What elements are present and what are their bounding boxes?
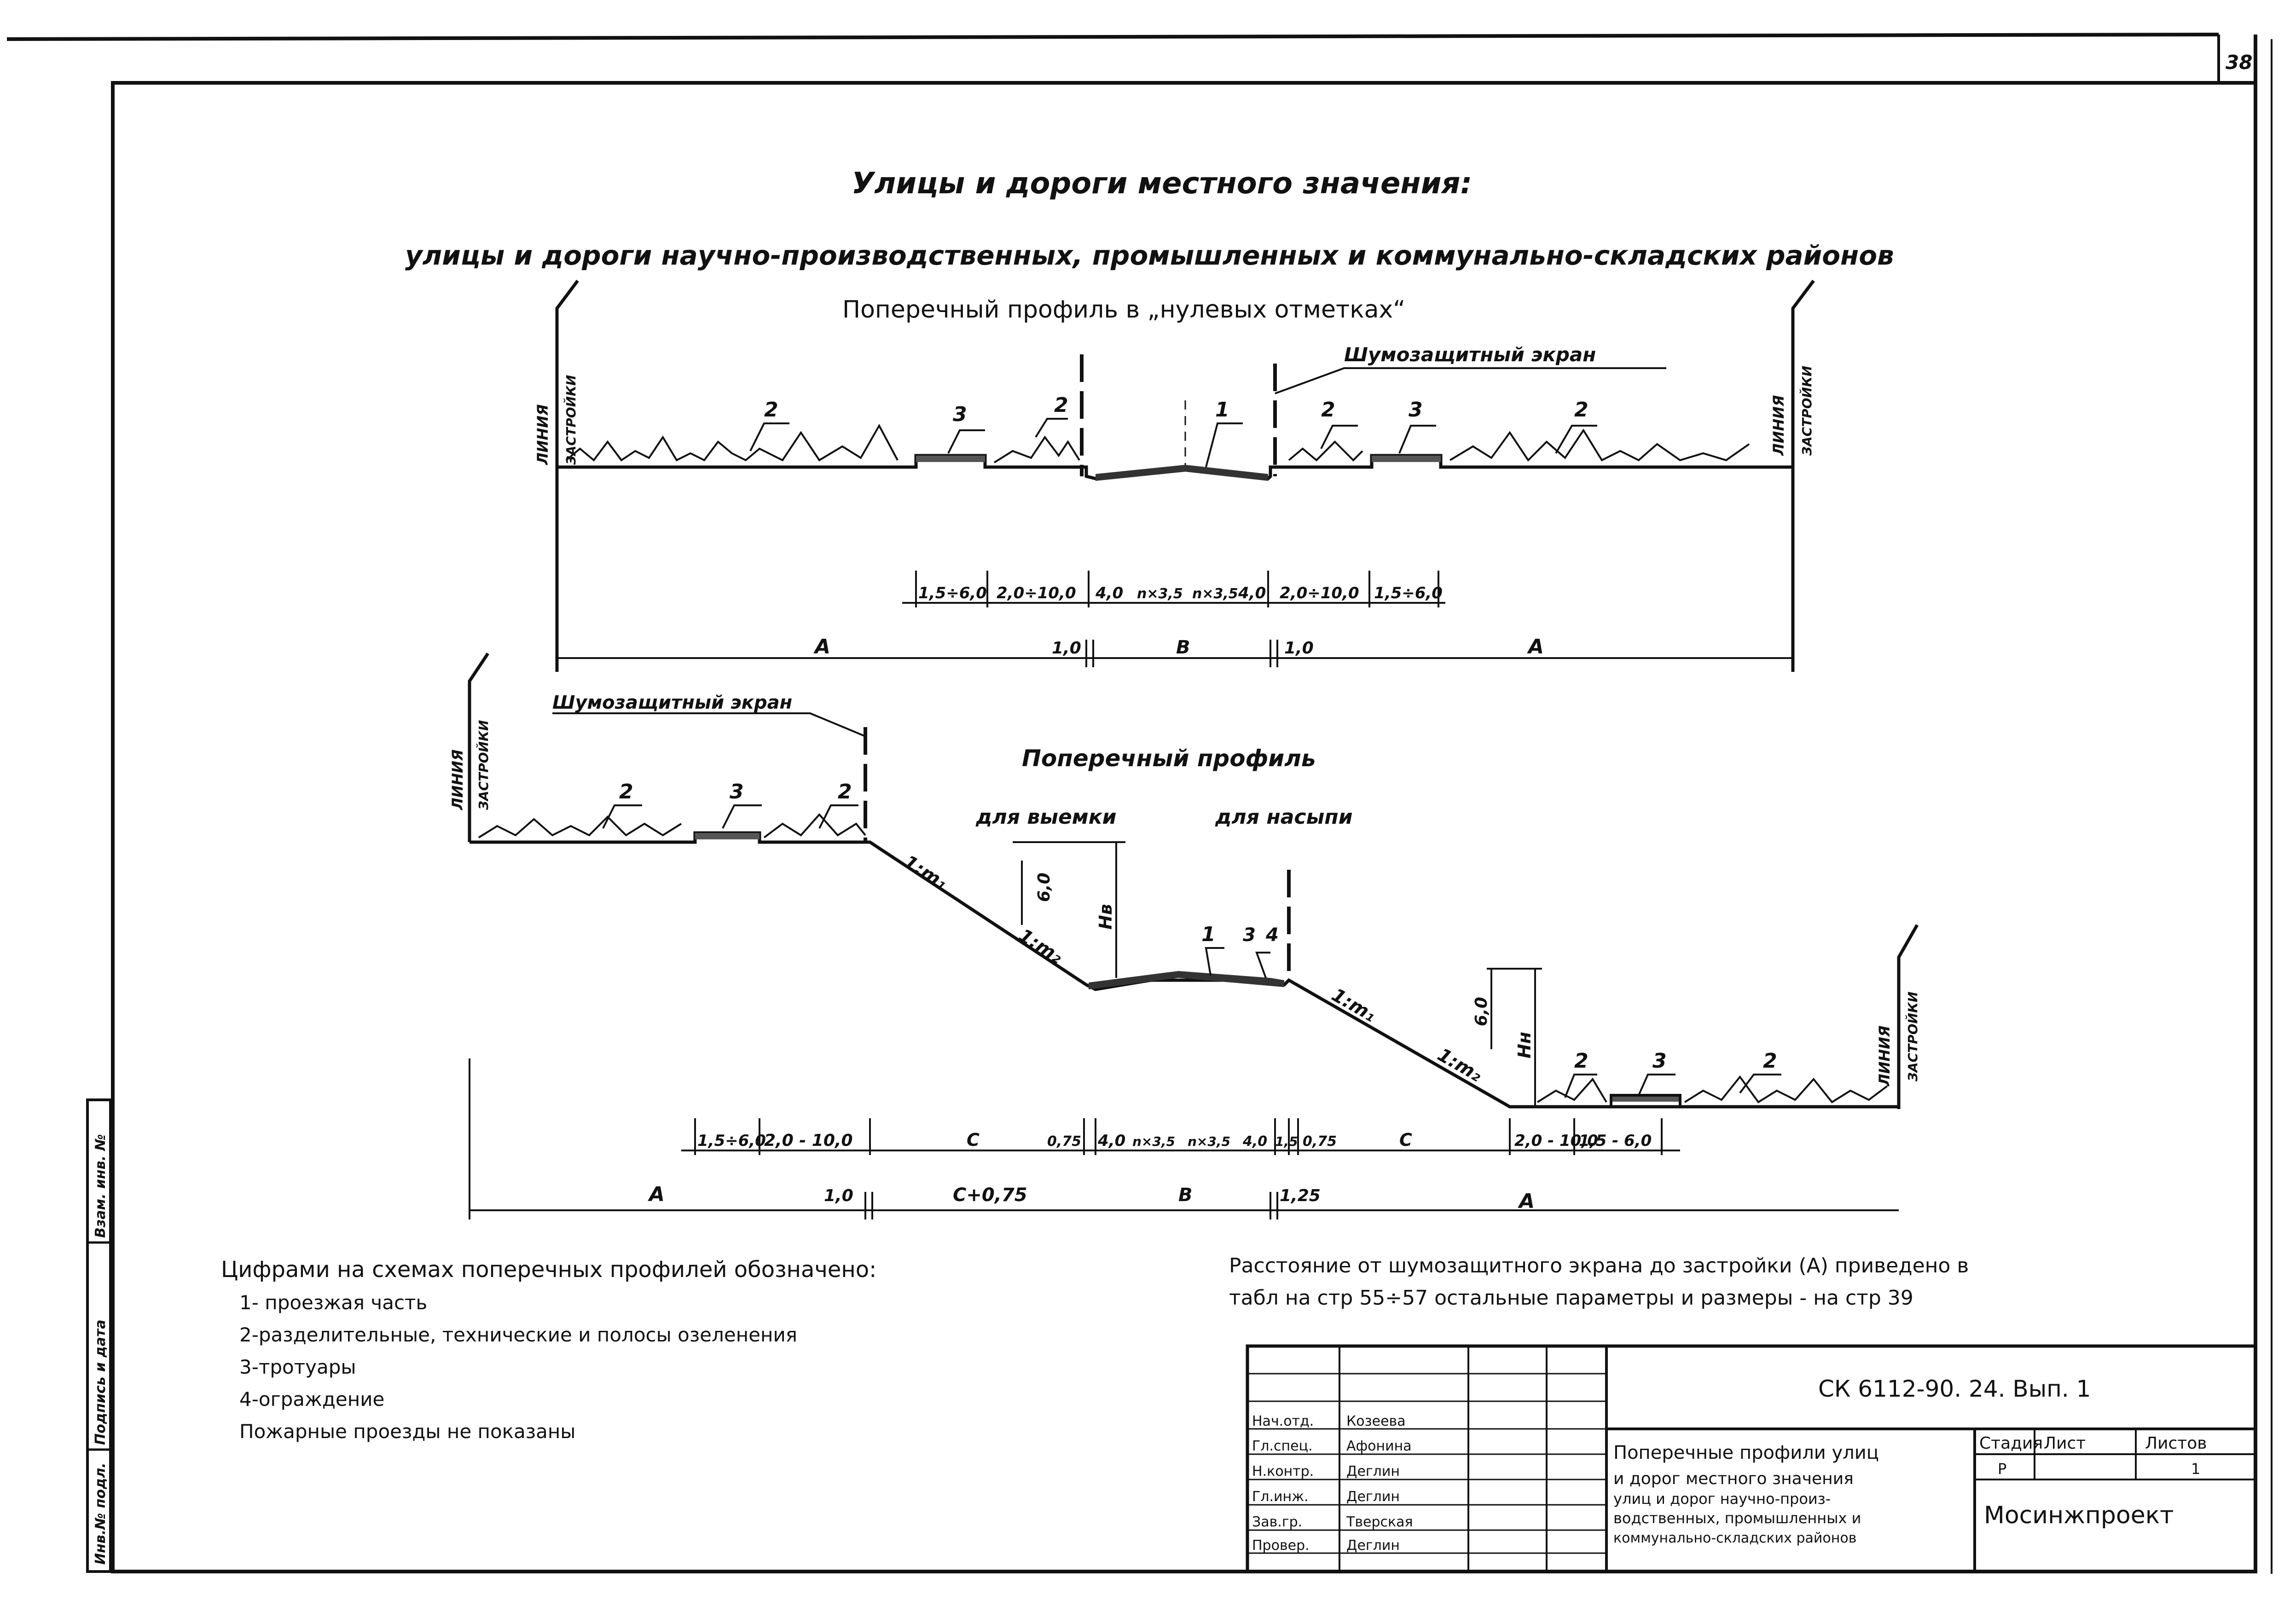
svg-text:1,5 - 6,0: 1,5 - 6,0 bbox=[1579, 1132, 1652, 1150]
org-name: Мосинжпроект bbox=[1984, 1502, 2174, 1529]
note bbox=[1229, 1254, 1969, 1310]
legend-item-4: 4-ограждение bbox=[239, 1388, 385, 1410]
screen-label-2: Шумозащитный экран bbox=[552, 692, 793, 713]
svg-text:В: В bbox=[1176, 637, 1190, 658]
doc-code: СК 6112-90. 24. Вып. 1 bbox=[1818, 1375, 2091, 1402]
legend-item-2: 2-разделительные, технические и полосы озеленения bbox=[239, 1323, 798, 1346]
svg-text:2,0 - 10,0: 2,0 - 10,0 bbox=[1514, 1132, 1598, 1150]
profile-2-sub-right: для насыпи bbox=[1215, 805, 1353, 829]
svg-text:Гл.инж.: Гл.инж. bbox=[1252, 1489, 1309, 1505]
note-line-2: табл на стр 55÷57 остальные параметры и размеры - на стр 39 bbox=[1229, 1286, 1913, 1310]
svg-text:Поперечные профили улиц: Поперечные профили улиц bbox=[1613, 1442, 1879, 1463]
svg-text:1,0: 1,0 bbox=[824, 1186, 853, 1205]
svg-text:1: 1 bbox=[1215, 398, 1229, 422]
legend-heading: Цифрами на схемах поперечных профилей обозначено: bbox=[221, 1257, 877, 1283]
side-stamp bbox=[87, 1100, 110, 1572]
svg-text:2: 2 bbox=[1763, 1049, 1777, 1073]
svg-text:1:m₂: 1:m₂ bbox=[1015, 925, 1067, 968]
stamp-inv: Инв.№ подл. bbox=[93, 1462, 109, 1565]
svg-text:4,0: 4,0 bbox=[1098, 1132, 1126, 1150]
svg-text:Зав.гр.: Зав.гр. bbox=[1252, 1514, 1303, 1530]
svg-text:ЗАСТРОЙКИ: ЗАСТРОЙКИ bbox=[476, 720, 491, 810]
svg-text:С: С bbox=[1399, 1130, 1412, 1150]
svg-text:Нач.отд.: Нач.отд. bbox=[1252, 1413, 1314, 1429]
svg-text:1: 1 bbox=[1201, 923, 1216, 946]
svg-text:1,5÷6,0: 1,5÷6,0 bbox=[697, 1132, 766, 1150]
svg-text:ЛИНИЯ: ЛИНИЯ bbox=[1770, 395, 1787, 456]
svg-text:6,0: 6,0 bbox=[1035, 873, 1054, 902]
sidewalk-right bbox=[1372, 456, 1441, 462]
dim-chain-top-2 bbox=[681, 1118, 1680, 1155]
svg-text:Гл.спец.: Гл.спец. bbox=[1252, 1438, 1313, 1454]
svg-text:2: 2 bbox=[1054, 393, 1068, 417]
svg-text:6,0: 6,0 bbox=[1472, 997, 1491, 1026]
greenery-left bbox=[566, 426, 898, 460]
svg-text:и дорог местного значения: и дорог местного значения bbox=[1613, 1469, 1854, 1488]
svg-text:А: А bbox=[815, 635, 831, 659]
main-title: Улицы и дороги местного значения: bbox=[852, 167, 1473, 201]
svg-text:0,75: 0,75 bbox=[1047, 1133, 1082, 1150]
note-line-1: Расстояние от шумозащитного экрана до застройки (А) приведено в bbox=[1229, 1254, 1969, 1277]
svg-text:1,25: 1,25 bbox=[1280, 1186, 1321, 1205]
svg-text:Лист: Лист bbox=[2044, 1434, 2086, 1453]
screen-label-1: Шумозащитный экран bbox=[1344, 343, 1596, 366]
svg-text:Провер.: Провер. bbox=[1252, 1537, 1310, 1554]
svg-text:3: 3 bbox=[1652, 1049, 1667, 1073]
svg-text:А: А bbox=[1528, 635, 1544, 659]
sheet-number: 38 bbox=[2226, 51, 2253, 74]
greenery-right bbox=[1289, 442, 1362, 460]
carriageway-1 bbox=[1096, 465, 1268, 481]
svg-text:ЛИНИЯ: ЛИНИЯ bbox=[534, 404, 551, 465]
svg-text:n×3,5: n×3,5 bbox=[1137, 586, 1183, 602]
svg-text:1:m₂: 1:m₂ bbox=[1434, 1044, 1486, 1087]
building-line-right bbox=[1793, 281, 1814, 672]
svg-text:ЛИНИЯ: ЛИНИЯ bbox=[1876, 1025, 1893, 1086]
svg-text:2,0 - 10,0: 2,0 - 10,0 bbox=[764, 1131, 853, 1150]
svg-text:коммунально-складских районов: коммунально-складских районов bbox=[1613, 1530, 1857, 1546]
legend-item-3: 3-тротуары bbox=[239, 1356, 356, 1378]
svg-text:Р: Р bbox=[1998, 1460, 2007, 1478]
greenery-right-2 bbox=[1450, 430, 1749, 460]
svg-text:4,0: 4,0 bbox=[1238, 584, 1266, 602]
svg-text:Листов: Листов bbox=[2145, 1434, 2207, 1453]
svg-text:Афонина: Афонина bbox=[1346, 1438, 1412, 1454]
svg-text:3: 3 bbox=[953, 403, 967, 426]
svg-text:1: 1 bbox=[2191, 1460, 2201, 1478]
svg-text:Нв: Нв bbox=[1096, 904, 1116, 930]
sub-title: улицы и дороги научно-производственных, промышленных и коммунально-складских районов bbox=[405, 240, 1894, 271]
profile-2-title: Поперечный профиль bbox=[1022, 745, 1316, 772]
svg-text:2,0÷10,0: 2,0÷10,0 bbox=[1280, 584, 1359, 602]
svg-text:1:m₁: 1:m₁ bbox=[1328, 984, 1380, 1027]
svg-text:ЗАСТРОЙКИ: ЗАСТРОЙКИ bbox=[1905, 991, 1920, 1081]
svg-text:улиц и дорог научно-произ-: улиц и дорог научно-произ- bbox=[1613, 1490, 1831, 1508]
svg-text:2: 2 bbox=[1574, 398, 1589, 422]
svg-text:Деглин: Деглин bbox=[1346, 1463, 1400, 1480]
dim-chain-bottom-2 bbox=[470, 1058, 1899, 1219]
svg-text:0,75: 0,75 bbox=[1303, 1133, 1337, 1150]
svg-text:С: С bbox=[967, 1130, 980, 1150]
legend-item-1: 1- проезжая часть bbox=[239, 1291, 428, 1314]
svg-text:Нн: Нн bbox=[1514, 1031, 1535, 1058]
svg-text:2,0÷10,0: 2,0÷10,0 bbox=[997, 584, 1076, 602]
legend bbox=[221, 1257, 876, 1443]
svg-text:Н.контр.: Н.контр. bbox=[1252, 1463, 1314, 1480]
svg-text:ЛИНИЯ: ЛИНИЯ bbox=[449, 749, 466, 810]
svg-text:3: 3 bbox=[730, 780, 744, 803]
svg-text:2: 2 bbox=[764, 398, 778, 422]
svg-text:Деглин: Деглин bbox=[1346, 1537, 1400, 1554]
callouts-2 bbox=[603, 780, 1781, 1098]
stamp-replace: Взам. инв. № bbox=[93, 1134, 109, 1238]
building-line-left bbox=[557, 281, 578, 672]
svg-text:n×3,5: n×3,5 bbox=[1192, 586, 1238, 602]
dim-chain-top-1 bbox=[902, 571, 1445, 607]
svg-text:С+0,75: С+0,75 bbox=[953, 1185, 1027, 1206]
svg-text:В: В bbox=[1178, 1185, 1193, 1206]
svg-text:4,0: 4,0 bbox=[1243, 1133, 1268, 1150]
svg-text:водственных, промышленных и: водственных, промышленных и bbox=[1613, 1509, 1861, 1527]
profile-2-sub-left: для выемки bbox=[976, 805, 1117, 829]
svg-text:2: 2 bbox=[1574, 1049, 1589, 1073]
profile-1-title: Поперечный профиль в „нулевых отметках“ bbox=[842, 296, 1406, 324]
sidewalk-left bbox=[916, 456, 985, 462]
svg-text:n×3,5: n×3,5 bbox=[1132, 1134, 1175, 1149]
svg-text:3: 3 bbox=[1409, 398, 1423, 422]
svg-text:2: 2 bbox=[1321, 398, 1335, 422]
svg-text:Стадия: Стадия bbox=[1979, 1434, 2043, 1453]
greenery-left-2 bbox=[994, 437, 1079, 462]
svg-text:А: А bbox=[1519, 1190, 1535, 1213]
svg-text:1,5÷6,0: 1,5÷6,0 bbox=[918, 584, 987, 602]
legend-item-5: Пожарные проезды не показаны bbox=[239, 1420, 576, 1443]
svg-text:1,5÷6,0: 1,5÷6,0 bbox=[1374, 584, 1443, 602]
profile-1 bbox=[534, 281, 1815, 672]
svg-text:3: 3 bbox=[1243, 925, 1256, 946]
svg-text:ЗАСТРОЙКИ: ЗАСТРОЙКИ bbox=[563, 375, 579, 465]
title-block bbox=[1247, 1346, 2255, 1572]
svg-text:А: А bbox=[649, 1183, 665, 1206]
svg-text:2: 2 bbox=[619, 780, 633, 803]
svg-text:1,0: 1,0 bbox=[1284, 639, 1314, 658]
profile-2 bbox=[449, 653, 1920, 1219]
svg-text:1,0: 1,0 bbox=[1052, 639, 1081, 658]
stamp-signature: Подпись и дата bbox=[93, 1319, 109, 1445]
svg-text:Тверская: Тверская bbox=[1346, 1514, 1413, 1530]
svg-text:4: 4 bbox=[1266, 925, 1279, 946]
svg-text:4,0: 4,0 bbox=[1096, 584, 1124, 602]
svg-text:Козеева: Козеева bbox=[1346, 1413, 1406, 1429]
ground-line-2 bbox=[470, 833, 1899, 1107]
svg-text:1:m₁: 1:m₁ bbox=[899, 851, 951, 895]
svg-text:1,5: 1,5 bbox=[1275, 1134, 1298, 1149]
svg-text:ЗАСТРОЙКИ: ЗАСТРОЙКИ bbox=[1799, 365, 1815, 456]
svg-text:2: 2 bbox=[838, 780, 852, 803]
svg-text:n×3,5: n×3,5 bbox=[1188, 1134, 1230, 1149]
dim-chain-bottom-1 bbox=[557, 635, 1793, 667]
svg-text:Деглин: Деглин bbox=[1346, 1489, 1400, 1505]
